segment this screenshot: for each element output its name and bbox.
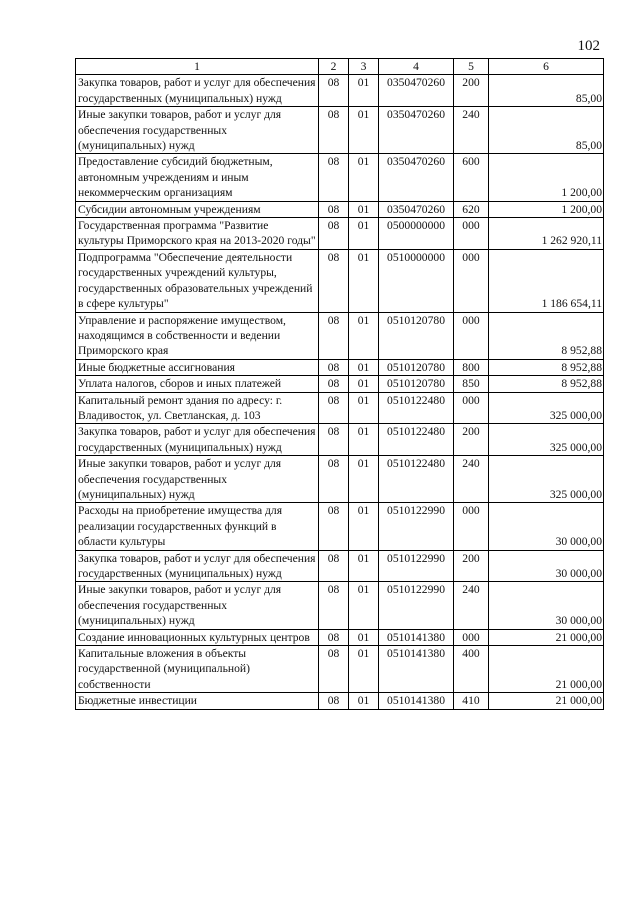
subsection-code-cell: 01 bbox=[349, 376, 379, 392]
amount-cell: 1 186 654,11 bbox=[489, 249, 604, 312]
header-cell: 3 bbox=[349, 59, 379, 75]
section-code-cell: 08 bbox=[319, 201, 349, 217]
target-article-cell: 0510141380 bbox=[379, 629, 454, 645]
subsection-code-cell: 01 bbox=[349, 218, 379, 250]
budget-table bbox=[75, 58, 604, 710]
expense-type-cell: 620 bbox=[454, 201, 489, 217]
expense-name-cell: Подпрограмма "Обеспечение деятельности государственных учреждений культуры, государственных образовательных учреждений в сфере культуры" bbox=[76, 249, 319, 312]
subsection-code-cell: 01 bbox=[349, 582, 379, 629]
amount-cell: 1 200,00 bbox=[489, 201, 604, 217]
subsection-code-cell: 01 bbox=[349, 312, 379, 359]
subsection-code-cell: 01 bbox=[349, 392, 379, 424]
expense-type-cell: 000 bbox=[454, 392, 489, 424]
amount-cell: 1 200,00 bbox=[489, 154, 604, 201]
section-code-cell: 08 bbox=[319, 218, 349, 250]
target-article-cell: 0510122480 bbox=[379, 456, 454, 503]
subsection-code-cell: 01 bbox=[349, 550, 379, 582]
table-row bbox=[76, 646, 604, 693]
subsection-code-cell: 01 bbox=[349, 503, 379, 550]
target-article-cell: 0510122480 bbox=[379, 424, 454, 456]
table-row bbox=[76, 582, 604, 629]
target-article-cell: 0350470260 bbox=[379, 107, 454, 154]
amount-cell: 85,00 bbox=[489, 75, 604, 107]
target-article-cell: 0350470260 bbox=[379, 201, 454, 217]
subsection-code-cell: 01 bbox=[349, 154, 379, 201]
amount-cell: 325 000,00 bbox=[489, 424, 604, 456]
subsection-code-cell: 01 bbox=[349, 359, 379, 375]
table-row bbox=[76, 376, 604, 392]
expense-name-cell: Иные закупки товаров, работ и услуг для обеспечения государственных (муниципальных) нужд bbox=[76, 456, 319, 503]
table-row bbox=[76, 218, 604, 250]
section-code-cell: 08 bbox=[319, 646, 349, 693]
header-cell: 2 bbox=[319, 59, 349, 75]
amount-cell: 85,00 bbox=[489, 107, 604, 154]
subsection-code-cell: 01 bbox=[349, 107, 379, 154]
table-row bbox=[76, 249, 604, 312]
section-code-cell: 08 bbox=[319, 392, 349, 424]
expense-type-cell: 850 bbox=[454, 376, 489, 392]
expense-name-cell: Уплата налогов, сборов и иных платежей bbox=[76, 376, 319, 392]
section-code-cell: 08 bbox=[319, 629, 349, 645]
target-article-cell: 0510000000 bbox=[379, 249, 454, 312]
subsection-code-cell: 01 bbox=[349, 629, 379, 645]
amount-cell: 8 952,88 bbox=[489, 359, 604, 375]
expense-name-cell: Закупка товаров, работ и услуг для обеспечения государственных (муниципальных) нужд bbox=[76, 550, 319, 582]
section-code-cell: 08 bbox=[319, 249, 349, 312]
table-header-row bbox=[76, 59, 604, 75]
expense-type-cell: 800 bbox=[454, 359, 489, 375]
table-row bbox=[76, 107, 604, 154]
section-code-cell: 08 bbox=[319, 376, 349, 392]
table-row bbox=[76, 359, 604, 375]
expense-type-cell: 200 bbox=[454, 424, 489, 456]
section-code-cell: 08 bbox=[319, 503, 349, 550]
target-article-cell: 0510141380 bbox=[379, 693, 454, 709]
amount-cell: 325 000,00 bbox=[489, 392, 604, 424]
section-code-cell: 08 bbox=[319, 693, 349, 709]
table-row bbox=[76, 424, 604, 456]
header-cell: 6 bbox=[489, 59, 604, 75]
expense-name-cell: Бюджетные инвестиции bbox=[76, 693, 319, 709]
expense-type-cell: 000 bbox=[454, 249, 489, 312]
expense-name-cell: Субсидии автономным учреждениям bbox=[76, 201, 319, 217]
expense-type-cell: 000 bbox=[454, 312, 489, 359]
expense-name-cell: Капитальные вложения в объекты государственной (муниципальной) собственности bbox=[76, 646, 319, 693]
subsection-code-cell: 01 bbox=[349, 693, 379, 709]
expense-name-cell: Иные бюджетные ассигнования bbox=[76, 359, 319, 375]
expense-name-cell: Капитальный ремонт здания по адресу: г. Владивосток, ул. Светланская, д. 103 bbox=[76, 392, 319, 424]
table-body bbox=[76, 75, 604, 709]
expense-type-cell: 000 bbox=[454, 218, 489, 250]
header-cell: 1 bbox=[76, 59, 319, 75]
section-code-cell: 08 bbox=[319, 312, 349, 359]
amount-cell: 30 000,00 bbox=[489, 550, 604, 582]
amount-cell: 8 952,88 bbox=[489, 312, 604, 359]
target-article-cell: 0510122480 bbox=[379, 392, 454, 424]
subsection-code-cell: 01 bbox=[349, 75, 379, 107]
amount-cell: 30 000,00 bbox=[489, 503, 604, 550]
expense-name-cell: Закупка товаров, работ и услуг для обеспечения государственных (муниципальных) нужд bbox=[76, 424, 319, 456]
table-row bbox=[76, 503, 604, 550]
expense-name-cell: Создание инновационных культурных центров bbox=[76, 629, 319, 645]
expense-type-cell: 000 bbox=[454, 629, 489, 645]
subsection-code-cell: 01 bbox=[349, 249, 379, 312]
amount-cell: 21 000,00 bbox=[489, 629, 604, 645]
amount-cell: 325 000,00 bbox=[489, 456, 604, 503]
expense-type-cell: 240 bbox=[454, 107, 489, 154]
expense-type-cell: 200 bbox=[454, 75, 489, 107]
table-row bbox=[76, 392, 604, 424]
target-article-cell: 0510120780 bbox=[379, 312, 454, 359]
section-code-cell: 08 bbox=[319, 424, 349, 456]
target-article-cell: 0510122990 bbox=[379, 582, 454, 629]
amount-cell: 1 262 920,11 bbox=[489, 218, 604, 250]
target-article-cell: 0350470260 bbox=[379, 75, 454, 107]
target-article-cell: 0510122990 bbox=[379, 503, 454, 550]
section-code-cell: 08 bbox=[319, 550, 349, 582]
table-row bbox=[76, 312, 604, 359]
expense-type-cell: 240 bbox=[454, 456, 489, 503]
section-code-cell: 08 bbox=[319, 107, 349, 154]
target-article-cell: 0510120780 bbox=[379, 376, 454, 392]
section-code-cell: 08 bbox=[319, 154, 349, 201]
header-cell: 4 bbox=[379, 59, 454, 75]
section-code-cell: 08 bbox=[319, 75, 349, 107]
target-article-cell: 0510141380 bbox=[379, 646, 454, 693]
expense-name-cell: Предоставление субсидий бюджетным, автономным учреждениям и иным некоммерческим организациям bbox=[76, 154, 319, 201]
expense-name-cell: Управление и распоряжение имуществом, находящимся в собственности и ведении Приморского края bbox=[76, 312, 319, 359]
table-row bbox=[76, 75, 604, 107]
target-article-cell: 0500000000 bbox=[379, 218, 454, 250]
expense-name-cell: Иные закупки товаров, работ и услуг для обеспечения государственных (муниципальных) нужд bbox=[76, 582, 319, 629]
table-row bbox=[76, 456, 604, 503]
section-code-cell: 08 bbox=[319, 456, 349, 503]
amount-cell: 30 000,00 bbox=[489, 582, 604, 629]
subsection-code-cell: 01 bbox=[349, 646, 379, 693]
expense-type-cell: 400 bbox=[454, 646, 489, 693]
expense-type-cell: 240 bbox=[454, 582, 489, 629]
expense-name-cell: Расходы на приобретение имущества для реализации государственных функций в области культуры bbox=[76, 503, 319, 550]
expense-name-cell: Иные закупки товаров, работ и услуг для обеспечения государственных (муниципальных) нужд bbox=[76, 107, 319, 154]
subsection-code-cell: 01 bbox=[349, 201, 379, 217]
subsection-code-cell: 01 bbox=[349, 456, 379, 503]
subsection-code-cell: 01 bbox=[349, 424, 379, 456]
section-code-cell: 08 bbox=[319, 359, 349, 375]
expense-name-cell: Закупка товаров, работ и услуг для обеспечения государственных (муниципальных) нужд bbox=[76, 75, 319, 107]
expense-name-cell: Государственная программа "Развитие культуры Приморского края на 2013-2020 годы" bbox=[76, 218, 319, 250]
expense-type-cell: 200 bbox=[454, 550, 489, 582]
table-row bbox=[76, 693, 604, 709]
amount-cell: 21 000,00 bbox=[489, 646, 604, 693]
table-row bbox=[76, 629, 604, 645]
header-cell: 5 bbox=[454, 59, 489, 75]
target-article-cell: 0510120780 bbox=[379, 359, 454, 375]
table-row bbox=[76, 154, 604, 201]
page-number: 102 bbox=[577, 38, 600, 54]
section-code-cell: 08 bbox=[319, 582, 349, 629]
target-article-cell: 0510122990 bbox=[379, 550, 454, 582]
amount-cell: 8 952,88 bbox=[489, 376, 604, 392]
expense-type-cell: 000 bbox=[454, 503, 489, 550]
expense-type-cell: 410 bbox=[454, 693, 489, 709]
amount-cell: 21 000,00 bbox=[489, 693, 604, 709]
table-row bbox=[76, 550, 604, 582]
target-article-cell: 0350470260 bbox=[379, 154, 454, 201]
table-row bbox=[76, 201, 604, 217]
expense-type-cell: 600 bbox=[454, 154, 489, 201]
